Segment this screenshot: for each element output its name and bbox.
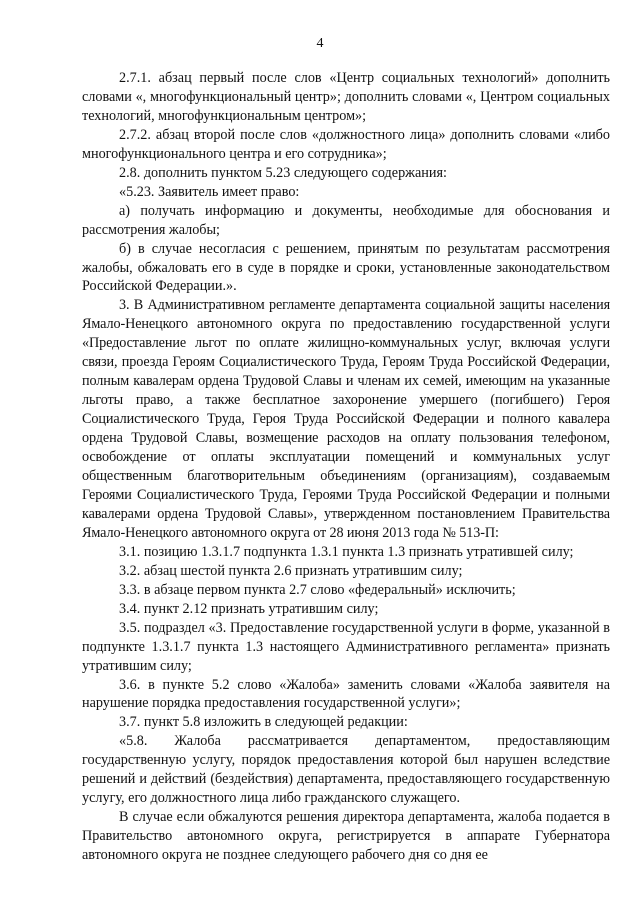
paragraph-2-8: 2.8. дополнить пунктом 5.23 следующего содержания: <box>119 164 447 181</box>
paragraph-3-2: 3.2. абзац шестой пункта 2.6 признать утратившим силу; <box>119 562 463 579</box>
paragraph-5-23-b: б) в случае несогласия с решением, принятым по результатам рассмотрения жалобы, обжаловать его в суде в порядке и сроки, установленные законодательством Российской Федерации.». <box>82 240 610 295</box>
paragraph-3-5: 3.5. подраздел «3. Предоставление государственной услуги в форме, указанной в подпункте 1.3.1.7 пункта 1.3 настоящего Административного регламента» признать утратившим силу; <box>82 619 610 674</box>
paragraph-3-6: 3.6. в пункте 5.2 слово «Жалоба» заменить словами «Жалоба заявителя на нарушение порядка предоставления государственной услуги»; <box>82 676 610 712</box>
paragraph-3-3: 3.3. в абзаце первом пункта 2.7 слово «федеральный» исключить; <box>119 581 516 598</box>
paragraph-2-7-2: 2.7.2. абзац второй после слов «должностного лица» дополнить словами «либо многофункционального центра и его сотрудника»; <box>82 126 610 162</box>
page-number: 4 <box>316 36 324 51</box>
paragraph-3-4: 3.4. пункт 2.12 признать утратившим силу; <box>119 600 379 617</box>
paragraph-5-8: «5.8. Жалоба рассматривается департаментом, предоставляющим государственную услугу, порядок предоставления которой был нарушен вследствие решений и действий (бездействия) департамента, предоставляющего государственную услугу, его должностного лица либо гражданского служащего. <box>82 733 610 807</box>
paragraph-5-23-intro: «5.23. Заявитель имеет право: <box>119 183 300 200</box>
paragraph-5-23-a: а) получать информацию и документы, необходимые для обоснования и рассмотрения жалобы; <box>82 202 610 238</box>
paragraph-2-7-1: 2.7.1. абзац первый после слов «Центр социальных технологий» дополнить словами «, многофункциональный центр»; дополнить словами «, Центром социальных технологий, многофункциональным центром»; <box>82 70 610 124</box>
document-body <box>82 69 610 865</box>
paragraph-3-7: 3.7. пункт 5.8 изложить в следующей редакции: <box>119 714 408 731</box>
paragraph-3: 3. В Административном регламенте департамента социальной защиты населения Ямало-Ненецкого автономного округа по предоставлению государственной услуги «Предоставление льгот по оплате жилищно-коммунальных услуг, включая услуги связи, проезда Героям Социалистического Труда, Героям Труда Российской Федерации, полным кавалерам ордена Трудовой Славы и членам их семей, имеющим на указанные льготы право, а также бесплатное захоронение умершего (погибшего) Героя Социалистического Труда, Героя Труда Российской Федерации и полного кавалера ордена Трудовой Славы, возмещение расходов на оплату пользования телефоном, освобождение от оплаты эксплуатации помещений и коммунальных услуг общественным благотворительным объединениям (организациям), создаваемым Героями Социалистического Труда, Героями Труда Российской Федерации и полными кавалерами ордена Трудовой Славы», утвержденном постановлением Правительства Ямало-Ненецкого автономного округа от 28 июня 2013 года № 513-П: <box>82 297 610 541</box>
paragraph-3-1: 3.1. позицию 1.3.1.7 подпункта 1.3.1 пункта 1.3 признать утратившей силу; <box>119 543 574 560</box>
paragraph-5-8-continued: В случае если обжалуются решения директора департамента, жалоба подается в Правительство автономного округа, регистрируется в аппарате Губернатора автономного округа не позднее следующего рабочего дня со дня ее <box>82 809 610 864</box>
